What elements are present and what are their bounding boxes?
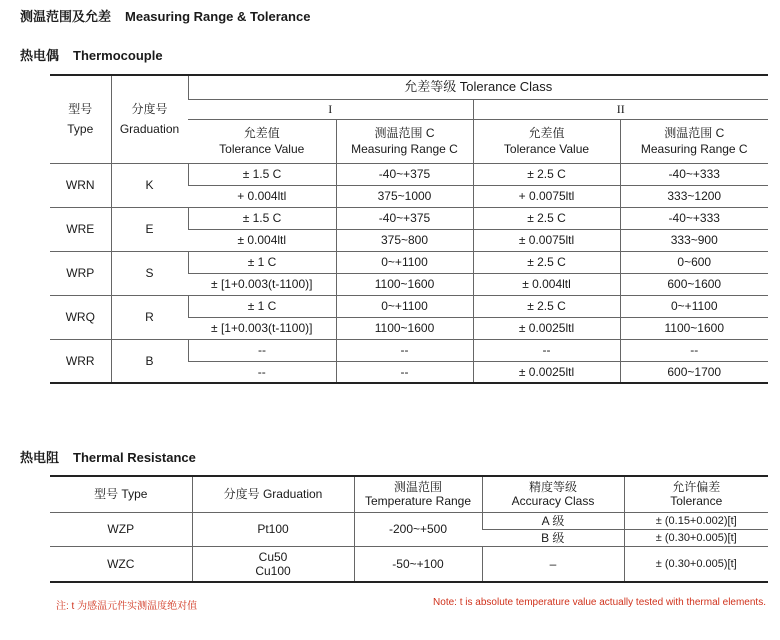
graduation-cell: S bbox=[111, 251, 188, 295]
tol-value-header-2 bbox=[473, 119, 620, 163]
type-label-cn: 型号 bbox=[68, 102, 93, 117]
type-cell: WRQ bbox=[50, 295, 111, 339]
range-en: Measuring Range C bbox=[640, 142, 748, 156]
tol2-cell: ± 2.5 C bbox=[473, 251, 620, 273]
tr-type-cell: WZC bbox=[50, 546, 192, 582]
tol2-cell: ± 0.0025ltl bbox=[473, 361, 620, 383]
page-title-en: Measuring Range & Tolerance bbox=[125, 9, 311, 24]
range1-cell: 1100~1600 bbox=[336, 273, 473, 295]
tol-value-en: Tolerance Value bbox=[503, 142, 590, 156]
thermal-resistance-heading-cn: 热电阻 bbox=[20, 450, 60, 465]
type-label-en: Type bbox=[67, 122, 94, 137]
thermal-resistance-heading-en: Thermal Resistance bbox=[73, 450, 196, 465]
class-1-header: I bbox=[188, 99, 473, 119]
graduation-cell: E bbox=[111, 207, 188, 251]
page-title-cn: 测温范围及允差 bbox=[20, 9, 112, 24]
range-header-2 bbox=[620, 119, 768, 163]
tr-type-cell: WZP bbox=[50, 512, 192, 546]
graduation-header-cell bbox=[111, 75, 188, 163]
table-row bbox=[50, 339, 768, 361]
tr-tolerance-cn: 允许偏差 bbox=[672, 480, 721, 495]
table-row bbox=[50, 295, 768, 317]
tr-graduation-line: Cu50 bbox=[258, 549, 288, 564]
tol2-cell: ± 0.0025ltl bbox=[473, 317, 620, 339]
tr-accuracy-en: Accuracy Class bbox=[511, 494, 595, 509]
tr-tolerance-cell: ± (0.30+0.005)[t] bbox=[624, 546, 768, 582]
range1-cell: 0~+1100 bbox=[336, 295, 473, 317]
type-header-cell bbox=[50, 75, 111, 163]
tol1-cell: ± [1+0.003(t-1100)] bbox=[188, 273, 336, 295]
tr-range-header bbox=[354, 476, 482, 512]
tol1-cell: ± 1 C bbox=[188, 295, 336, 317]
range-cn: 测温范围 C bbox=[374, 126, 435, 140]
range-en: Measuring Range C bbox=[351, 142, 458, 156]
note-en: Note: t is absolute temperature value actually tested with thermal elements. bbox=[433, 597, 766, 608]
thermocouple-table bbox=[50, 74, 768, 384]
tol1-cell: -- bbox=[188, 339, 336, 361]
tr-range-en: Temperature Range bbox=[364, 494, 472, 509]
range2-cell: 600~1700 bbox=[620, 361, 768, 383]
graduation-cell: B bbox=[111, 339, 188, 383]
tol1-cell: ± 1.5 C bbox=[188, 207, 336, 229]
tr-accuracy-header bbox=[482, 476, 624, 512]
range1-cell: -- bbox=[336, 339, 473, 361]
tol-value-cn: 允差值 bbox=[243, 126, 280, 140]
type-cell: WRP bbox=[50, 251, 111, 295]
range2-cell: -- bbox=[620, 339, 768, 361]
table-row bbox=[50, 163, 768, 185]
thermocouple-heading-en: Thermocouple bbox=[73, 48, 163, 63]
tol2-cell: ± 2.5 C bbox=[473, 295, 620, 317]
tol-value-en: Tolerance Value bbox=[219, 142, 305, 156]
tol2-cell: + 0.0075ltl bbox=[473, 185, 620, 207]
tol1-cell: -- bbox=[188, 361, 336, 383]
range1-cell: 0~+1100 bbox=[336, 251, 473, 273]
tol2-cell: ± 2.5 C bbox=[473, 163, 620, 185]
tol1-cell: + 0.004ltl bbox=[188, 185, 336, 207]
range1-cell: 375~1000 bbox=[336, 185, 473, 207]
tr-accuracy-cell: B 级 bbox=[482, 529, 624, 546]
table-row bbox=[50, 546, 768, 582]
tol2-cell: ± 0.004ltl bbox=[473, 273, 620, 295]
range2-cell: 1100~1600 bbox=[620, 317, 768, 339]
tr-tolerance-cell: ± (0.30+0.005)[t] bbox=[624, 529, 768, 546]
tr-graduation-line: Cu100 bbox=[255, 563, 291, 578]
tolerance-class-header: 允差等级 Tolerance Class bbox=[188, 75, 768, 99]
range2-cell: -40~+333 bbox=[620, 163, 768, 185]
thermal-resistance-table bbox=[50, 475, 768, 583]
tr-graduation-cell bbox=[192, 546, 354, 582]
range2-cell: 333~1200 bbox=[620, 185, 768, 207]
tr-tolerance-en: Tolerance bbox=[670, 494, 723, 509]
page-title bbox=[20, 6, 310, 25]
tr-range-cell: -200~+500 bbox=[354, 512, 482, 546]
range1-cell: -- bbox=[336, 361, 473, 383]
tr-tolerance-header bbox=[624, 476, 768, 512]
tr-accuracy-cell: – bbox=[482, 546, 624, 582]
table-row bbox=[50, 512, 768, 529]
tol-value-header-1 bbox=[188, 119, 336, 163]
class-2-header: II bbox=[473, 99, 768, 119]
tol1-cell: ± 1.5 C bbox=[188, 163, 336, 185]
type-cell: WRN bbox=[50, 163, 111, 207]
note-cn: 注: t 为感温元件实测温度绝对值 bbox=[56, 601, 198, 612]
tol-value-cn: 允差值 bbox=[528, 126, 565, 140]
tol2-cell: -- bbox=[473, 339, 620, 361]
table-row bbox=[50, 207, 768, 229]
range1-cell: -40~+375 bbox=[336, 163, 473, 185]
range2-cell: 0~+1100 bbox=[620, 295, 768, 317]
tr-range-cell: -50~+100 bbox=[354, 546, 482, 582]
tol1-cell: ± 0.004ltl bbox=[188, 229, 336, 251]
tol1-cell: ± 1 C bbox=[188, 251, 336, 273]
tr-graduation-header: 分度号 Graduation bbox=[192, 476, 354, 512]
type-cell: WRE bbox=[50, 207, 111, 251]
tr-accuracy-cell: A 级 bbox=[482, 512, 624, 529]
graduation-cell: K bbox=[111, 163, 188, 207]
table-row bbox=[50, 251, 768, 273]
tr-type-header: 型号 Type bbox=[94, 487, 148, 502]
range2-cell: 600~1600 bbox=[620, 273, 768, 295]
graduation-label-cn: 分度号 bbox=[131, 102, 168, 117]
tr-accuracy-cn: 精度等级 bbox=[528, 480, 577, 495]
tr-range-cn: 测温范围 bbox=[393, 480, 442, 495]
graduation-label-en: Graduation bbox=[119, 122, 180, 137]
tr-tolerance-cell: ± (0.15+0.002)[t] bbox=[624, 512, 768, 529]
range1-cell: 375~800 bbox=[336, 229, 473, 251]
range2-cell: -40~+333 bbox=[620, 207, 768, 229]
range-cn: 测温范围 C bbox=[664, 126, 725, 140]
thermal-resistance-heading bbox=[20, 447, 196, 466]
thermocouple-heading bbox=[20, 45, 163, 64]
type-cell: WRR bbox=[50, 339, 111, 383]
tol2-cell: ± 0.0075ltl bbox=[473, 229, 620, 251]
range2-cell: 0~600 bbox=[620, 251, 768, 273]
thermocouple-heading-cn: 热电偶 bbox=[20, 48, 60, 63]
tol2-cell: ± 2.5 C bbox=[473, 207, 620, 229]
graduation-cell: R bbox=[111, 295, 188, 339]
range1-cell: 1100~1600 bbox=[336, 317, 473, 339]
tol1-cell: ± [1+0.003(t-1100)] bbox=[188, 317, 336, 339]
range2-cell: 333~900 bbox=[620, 229, 768, 251]
tr-graduation-cell: Pt100 bbox=[192, 512, 354, 546]
range1-cell: -40~+375 bbox=[336, 207, 473, 229]
range-header-1 bbox=[336, 119, 473, 163]
